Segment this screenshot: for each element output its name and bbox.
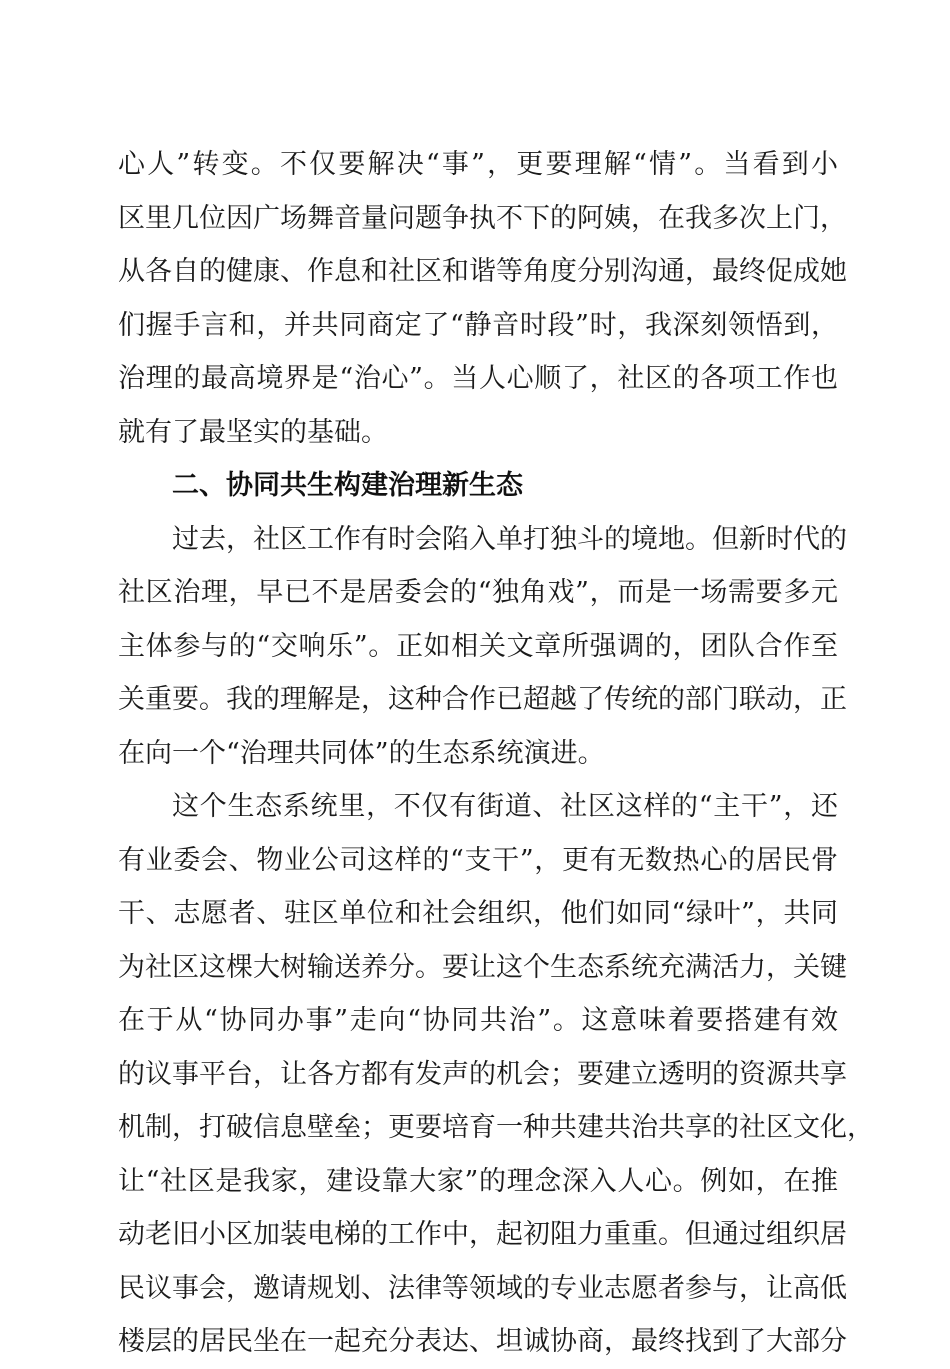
text-line: 有业委会、物业公司这样的“支干”，更有无数热心的居民骨: [118, 844, 838, 876]
text-line: 治理的最高境界是“治心”。当人心顺了，社区的各项工作也: [118, 363, 838, 394]
text-line: 这个生态系统里，不仅有街道、社区这样的“主干”，还: [172, 791, 838, 822]
text-line: 区里几位因广场舞音量问题争执不下的阿姨，在我多次上门，: [118, 202, 847, 234]
text-line: 机制，打破信息壁垒；更要培育一种共建共治共享的社区文化，: [118, 1112, 874, 1143]
text-line: 楼层的居民坐在一起充分表达、坦诚协商，最终找到了大部分: [118, 1326, 847, 1357]
text-line: 干、志愿者、驻区单位和社会组织，他们如同“绿叶”，共同: [118, 898, 838, 929]
document-body: [118, 138, 874, 1369]
text-line: 在向一个“治理共同体”的生态系统演进。: [118, 737, 605, 769]
text-line: 在于从“协同办事”走向“协同共治”。这意味着要搭建有效: [118, 1005, 838, 1036]
text-line: 从各自的健康、作息和社区和谐等角度分别沟通，最终促成她: [118, 256, 847, 287]
paragraph-3: [118, 780, 874, 1369]
text-line: 心人”转变。不仅要解决“事”，更要理解“情”。当看到小: [118, 149, 838, 180]
text-line: 主体参与的“交响乐”。正如相关文章所强调的，团队合作至: [118, 630, 838, 662]
section-heading-2: 二、协同共生构建治理新生态: [172, 470, 523, 501]
text-line: 动老旧小区加装电梯的工作中，起初阻力重重。但通过组织居: [118, 1219, 847, 1250]
text-line: 过去，社区工作有时会陷入单打独斗的境地。但新时代的: [172, 523, 847, 555]
text-line: 的议事平台，让各方都有发声的机会；要建立透明的资源共享: [118, 1058, 847, 1090]
text-line: 就有了最坚实的基础。: [118, 416, 388, 448]
paragraph-1: [118, 138, 847, 459]
text-line: 关重要。我的理解是，这种合作已超越了传统的部门联动，正: [118, 684, 847, 715]
paragraph-2: [118, 513, 847, 781]
text-line: 民议事会，邀请规划、法律等领域的专业志愿者参与，让高低: [118, 1272, 847, 1304]
text-line: 让“社区是我家，建设靠大家”的理念深入人心。例如，在推: [118, 1165, 838, 1197]
text-line: 社区治理，早已不是居委会的“独角戏”，而是一场需要多元: [118, 577, 838, 608]
text-line: 为社区这棵大树输送养分。要让这个生态系统充满活力，关键: [118, 951, 847, 983]
text-line: 们握手言和，并共同商定了“静音时段”时，我深刻领悟到，: [118, 309, 838, 341]
